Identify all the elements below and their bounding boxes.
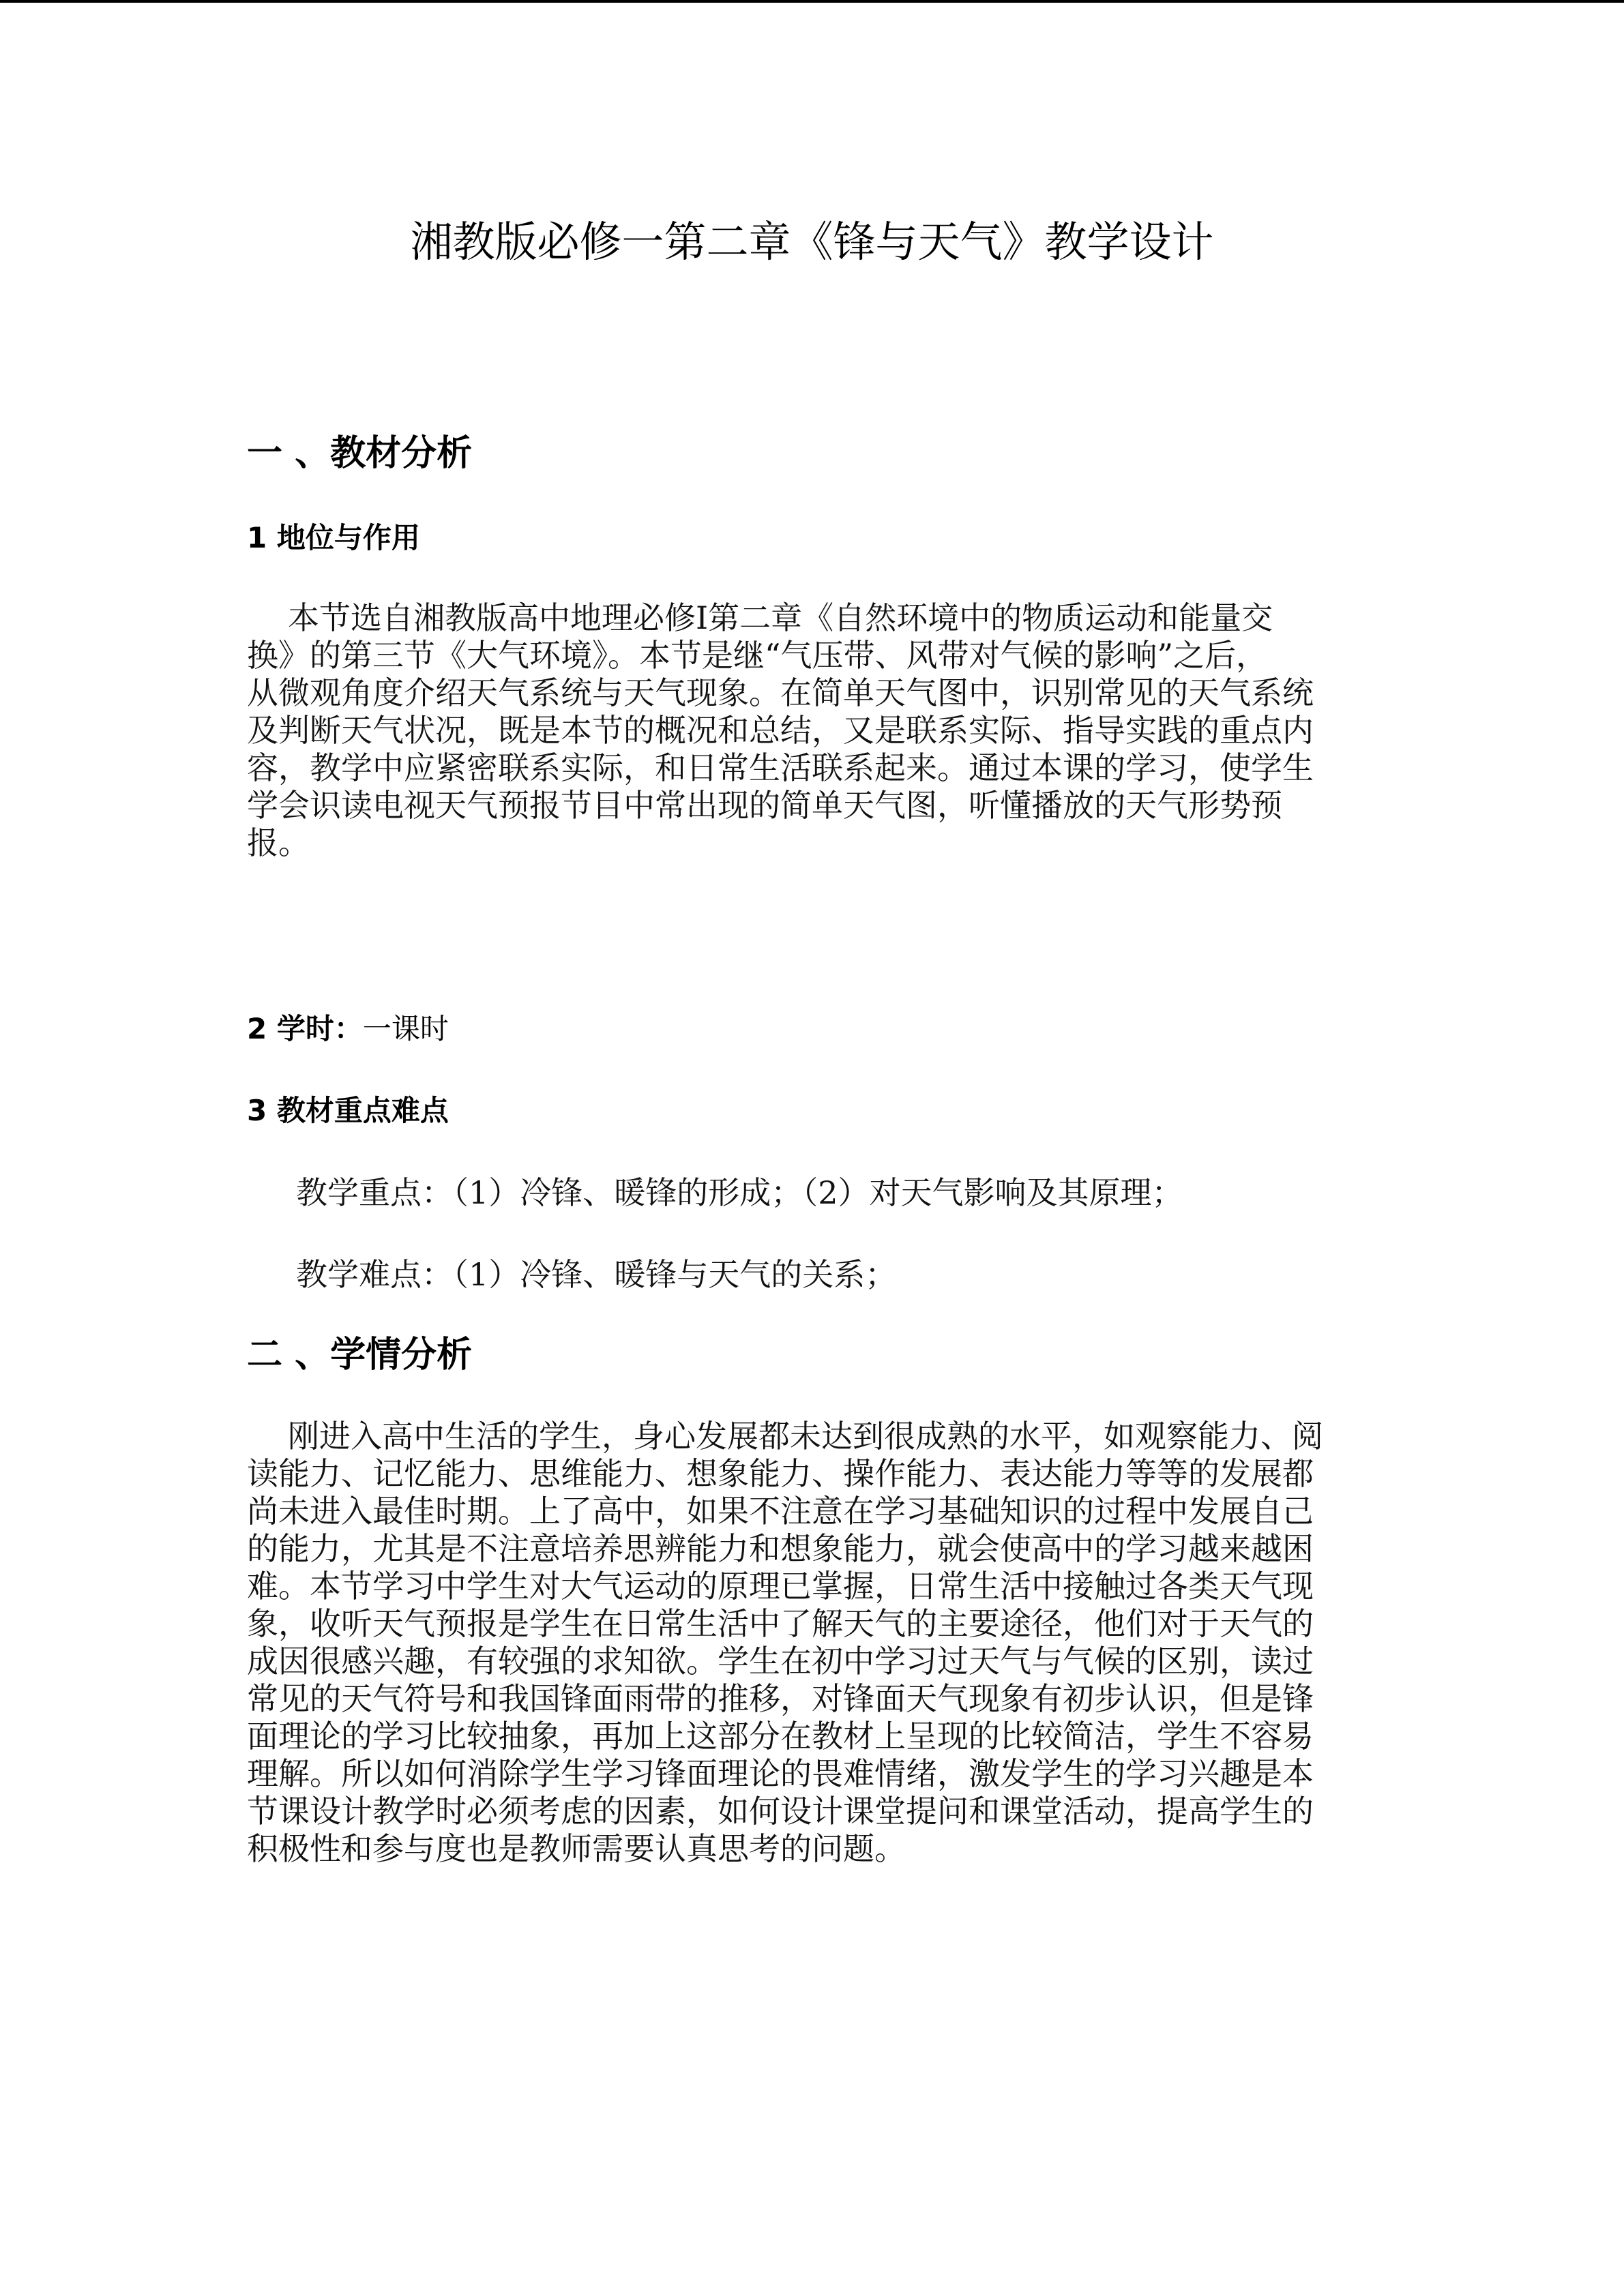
paragraph-line: 的能力，尤其是不注意培养思辨能力和想象能力，就会使高中的学习越来越困 xyxy=(247,1530,1314,1567)
paragraph-line: 从微观角度介绍天气系统与天气现象。在简单天气图中，识别常见的天气系统 xyxy=(247,674,1314,711)
paragraph-line: 容，教学中应紧密联系实际，和日常生活联系起来。通过本课的学习，使学生 xyxy=(247,749,1314,786)
paragraph-line: 尚未进入最佳时期。上了高中，如果不注意在学习基础知识的过程中发展自己 xyxy=(247,1493,1314,1530)
teaching-difficult-points: 教学难点：（1）冷锋、暖锋与天气的关系； xyxy=(296,1256,897,1293)
paragraph-line: 节课设计教学时必须考虑的因素，如何设计课堂提问和课堂活动，提高学生的 xyxy=(247,1793,1314,1830)
document-title: 湘教版必修一第二章《锋与天气》教学设计 xyxy=(410,217,1214,267)
paragraph-line: 读能力、记忆能力、思维能力、想象能力、操作能力、表达能力等等的发展都 xyxy=(247,1455,1314,1492)
paragraph-line: 成因很感兴趣，有较强的求知欲。学生在初中学习过天气与气候的区别，读过 xyxy=(247,1643,1314,1680)
paragraph-line: 本节选自湘教版高中地理必修Ⅰ第二章《自然环境中的物质运动和能量交 xyxy=(288,599,1273,636)
section-heading-student-analysis: 二 、学情分析 xyxy=(247,1335,473,1375)
paragraph-line: 常见的天气符号和我国锋面雨带的推移，对锋面天气现象有初步认识，但是锋 xyxy=(247,1680,1314,1717)
paragraph-line: 换》的第三节《大气环境》。本节是继“气压带、风带对气候的影响”之后， xyxy=(247,637,1268,674)
subheading-position-and-role: 1 地位与作用 xyxy=(247,521,420,554)
paragraph-line: 积极性和参与度也是教师需要认真思考的问题。 xyxy=(247,1830,906,1867)
class-hours-colon: ： xyxy=(334,1012,363,1045)
paragraph-position-and-role xyxy=(247,599,1372,862)
subheading-class-hours xyxy=(247,1009,449,1049)
paragraph-line: 学会识读电视天气预报节目中常出现的简单天气图，听懂播放的天气形势预 xyxy=(247,787,1282,824)
section-heading-textbook-analysis: 一 、教材分析 xyxy=(247,433,473,474)
paragraph-line: 报。 xyxy=(247,824,310,861)
paragraph-line: 及判断天气状况，既是本节的概况和总结，又是联系实际、指导实践的重点内 xyxy=(247,712,1314,749)
paragraph-line: 面理论的学习比较抽象，再加上这部分在教材上呈现的比较简洁，学生不容易 xyxy=(247,1718,1314,1755)
paragraph-line: 象，收听天气预报是学生在日常生活中了解天气的主要途径，他们对于天气的 xyxy=(247,1605,1314,1642)
class-hours-value: 一课时 xyxy=(362,1012,449,1045)
paragraph-line: 理解。所以如何消除学生学习锋面理论的畏难情绪，激发学生的学习兴趣是本 xyxy=(247,1755,1314,1792)
paragraph-line: 刚进入高中生活的学生，身心发展都未达到很成熟的水平，如观察能力、阅 xyxy=(288,1418,1323,1455)
paragraph-line: 难。本节学习中学生对大气运动的原理已掌握，日常生活中接触过各类天气现 xyxy=(247,1568,1314,1605)
subheading-key-difficult-points: 3 教材重点难点 xyxy=(247,1094,449,1127)
paragraph-student-analysis xyxy=(247,1418,1372,1868)
teaching-key-points: 教学重点：（1）冷锋、暖锋的形成；（2）对天气影响及其原理； xyxy=(296,1174,1183,1211)
class-hours-label: 2 学时 xyxy=(247,1012,334,1045)
